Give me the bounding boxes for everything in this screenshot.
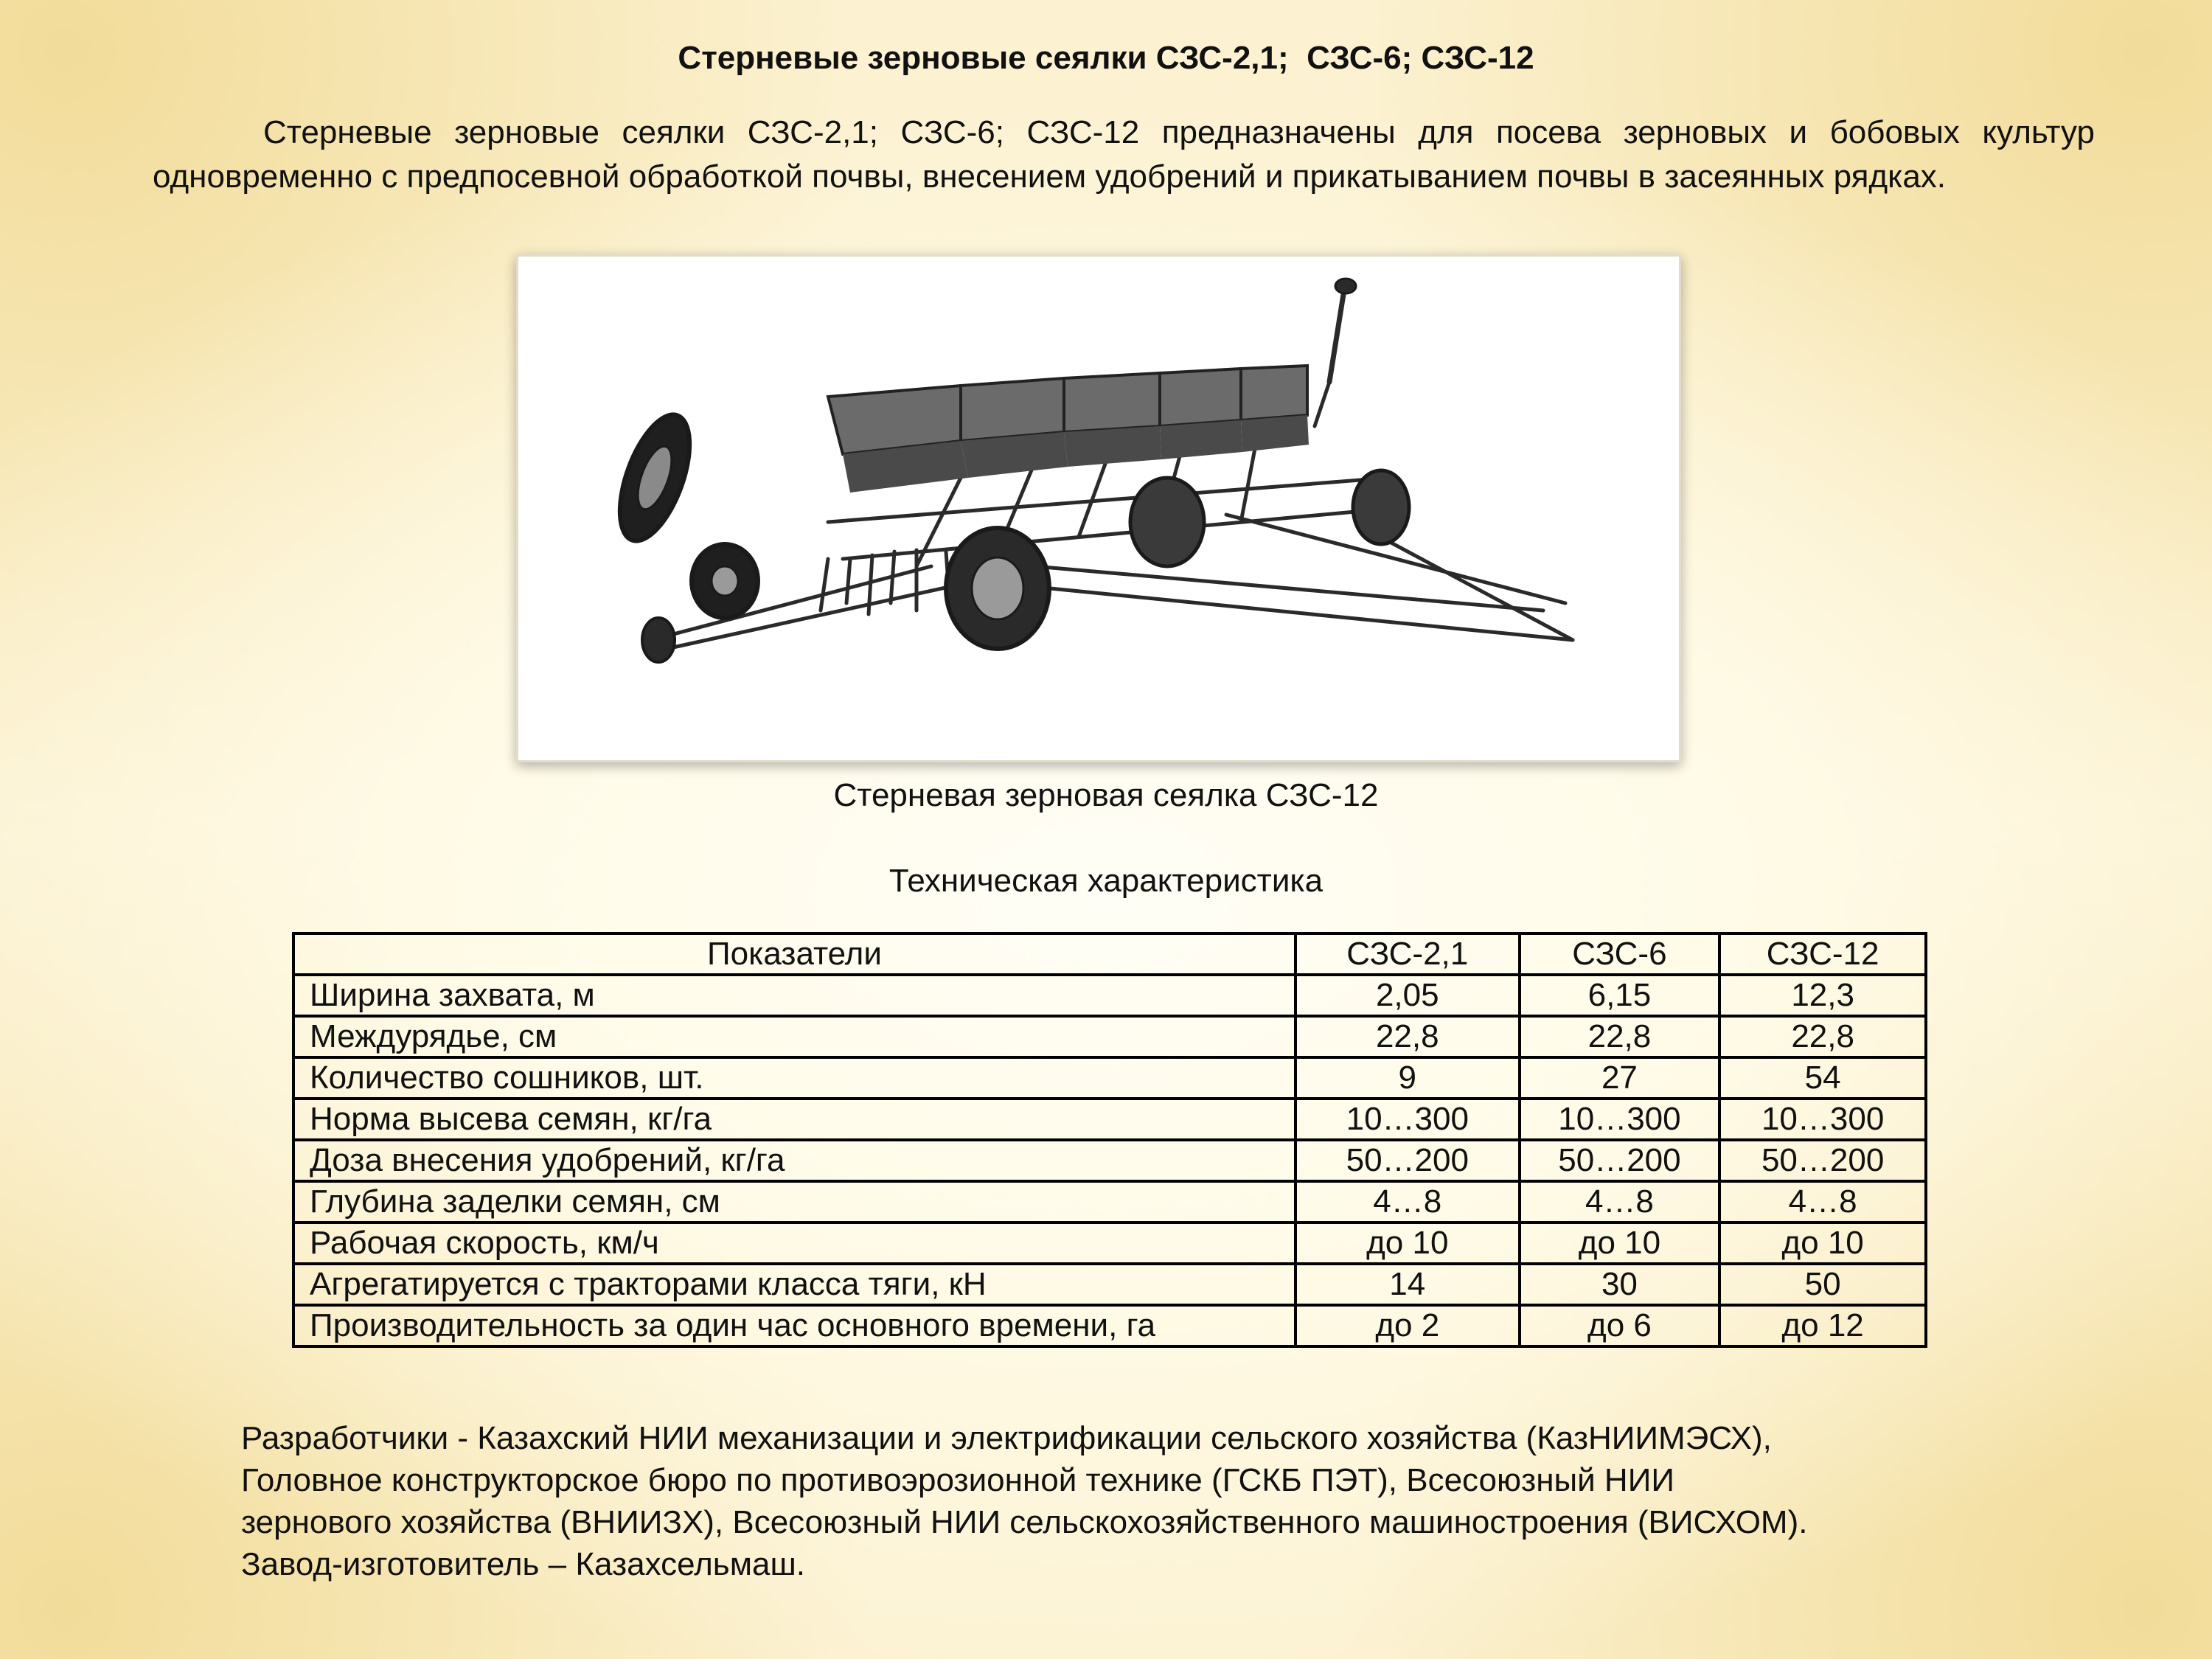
- cell-value: 50…200: [1719, 1140, 1926, 1181]
- cell-value: 22,8: [1719, 1016, 1926, 1057]
- cell-value: 50: [1719, 1264, 1926, 1305]
- cell-value: 12,3: [1719, 975, 1926, 1016]
- cell-value: 27: [1520, 1057, 1720, 1099]
- cell-value: 4…8: [1295, 1181, 1520, 1222]
- row-label: Глубина заделки семян, см: [293, 1181, 1295, 1222]
- table-row: [293, 1140, 1926, 1181]
- cell-value: 50…200: [1295, 1140, 1520, 1181]
- row-label: Междурядье, см: [293, 1016, 1295, 1057]
- cell-value: 54: [1719, 1057, 1926, 1099]
- row-label: Доза внесения удобрений, кг/га: [293, 1140, 1295, 1181]
- header-parameter: Показатели: [293, 933, 1295, 975]
- cell-value: 50…200: [1520, 1140, 1720, 1181]
- seeder-illustration: [518, 257, 1679, 760]
- cell-value: до 10: [1520, 1222, 1720, 1264]
- table-row: [293, 1305, 1926, 1346]
- table-header-row: [293, 933, 1926, 975]
- footer-line: Завод-изготовитель – Казахсельмаш.: [241, 1546, 805, 1582]
- table-row: [293, 975, 1926, 1016]
- cell-value: 10…300: [1719, 1099, 1926, 1140]
- table-row: [293, 1099, 1926, 1140]
- seeder-photo: [516, 254, 1681, 762]
- cell-value: 4…8: [1520, 1181, 1720, 1222]
- cell-value: до 12: [1719, 1305, 1926, 1346]
- cell-value: 10…300: [1520, 1099, 1720, 1140]
- cell-value: до 2: [1295, 1305, 1520, 1346]
- cell-value: 9: [1295, 1057, 1520, 1099]
- cell-value: 4…8: [1719, 1181, 1926, 1222]
- table-row: [293, 1181, 1926, 1222]
- table-row: [293, 1264, 1926, 1305]
- cell-value: 22,8: [1295, 1016, 1520, 1057]
- photo-caption: Стерневая зерновая сеялка СЗС-12: [833, 777, 1379, 813]
- row-label: Количество сошников, шт.: [293, 1057, 1295, 1099]
- footer-line: Разработчики - Казахский НИИ механизации и электрификации сельского хозяйства (КазНИИМЭСХ),: [241, 1420, 1772, 1456]
- footer-line: Головное конструкторское бюро по противоэрозионной технике (ГСКБ ПЭТ), Всесоюзный НИИ: [241, 1462, 1674, 1498]
- cell-value: 14: [1295, 1264, 1520, 1305]
- table-row: [293, 1057, 1926, 1099]
- header-szs-6: СЗС-6: [1520, 933, 1720, 975]
- cell-value: до 10: [1719, 1222, 1926, 1264]
- cell-value: 30: [1520, 1264, 1720, 1305]
- row-label: Норма высева семян, кг/га: [293, 1099, 1295, 1140]
- table-title: Техническая характеристика: [888, 863, 1324, 899]
- page-title: Стерневые зерновые сеялки СЗС-2,1; СЗС-6; СЗС-12: [678, 40, 1534, 76]
- cell-value: до 6: [1520, 1305, 1720, 1346]
- row-label: Агрегатируется с тракторами класса тяги, кН: [293, 1264, 1295, 1305]
- cell-value: 6,15: [1520, 975, 1720, 1016]
- footer-line: зернового хозяйства (ВНИИЗХ), Всесоюзный НИИ сельскохозяйственного машиностроения (ВИСХОМ).: [241, 1504, 1808, 1540]
- cell-value: 10…300: [1295, 1099, 1520, 1140]
- row-label: Рабочая скорость, км/ч: [293, 1222, 1295, 1264]
- intro-paragraph: Стерневые зерновые сеялки СЗС-2,1; СЗС-6; СЗС-12 предназначены для посева зерновых и бобовых культур одновременно с предпосевной обработкой почвы, внесением удобрений и прикатыванием почвы в засеянных рядках.: [153, 114, 2095, 195]
- cell-value: 22,8: [1520, 1016, 1720, 1057]
- developers-note: [241, 1417, 1807, 1585]
- header-szs-2-1: СЗС-2,1: [1295, 933, 1520, 975]
- cell-value: 2,05: [1295, 975, 1520, 1016]
- header-szs-12: СЗС-12: [1719, 933, 1926, 975]
- row-label: Ширина захвата, м: [293, 975, 1295, 1016]
- row-label: Производительность за один час основного времени, га: [293, 1305, 1295, 1346]
- specs-table: [292, 932, 1927, 1348]
- table-row: [293, 1016, 1926, 1057]
- cell-value: до 10: [1295, 1222, 1520, 1264]
- table-row: [293, 1222, 1926, 1264]
